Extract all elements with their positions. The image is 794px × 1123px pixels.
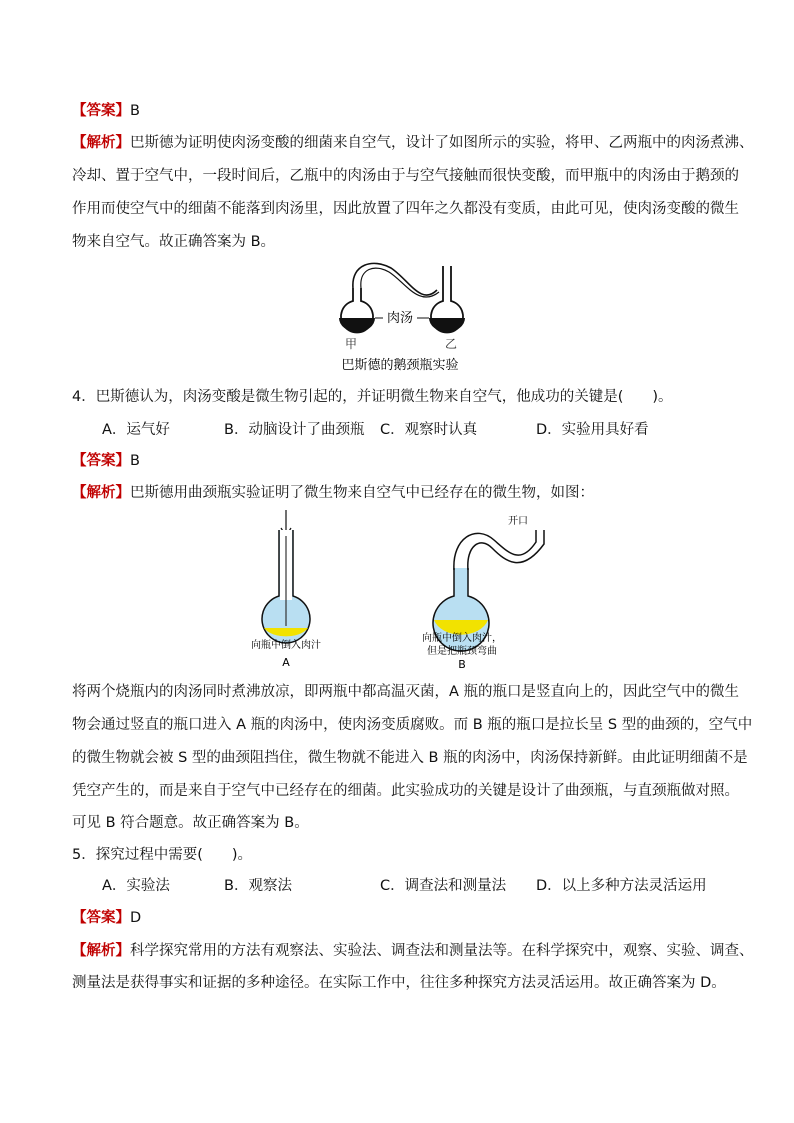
flask-jia-label: 甲 [345, 337, 358, 351]
flask-a-label: A [282, 656, 290, 669]
swan-neck-tube [353, 263, 437, 295]
option-d[interactable]: D．实验用具好看 [536, 422, 649, 438]
option-c[interactable]: C．观察时认真 [380, 422, 478, 438]
option-b[interactable]: B．观察法 [224, 878, 292, 894]
option-d[interactable]: D．以上多种方法灵活运用 [536, 878, 707, 894]
analysis-text: 冷却、置于空气中，一段时间后，乙瓶中的肉汤由于与空气接触而很快变酸，而甲瓶中的肉汤由于鹅颈的 [72, 168, 739, 184]
analysis-tag: 【解析】 [72, 943, 130, 959]
answer-tag: 【答案】 [72, 103, 130, 119]
analysis-text: 物来自空气。故正确答案为 B。 [72, 234, 276, 250]
analysis-text: 物会通过竖直的瓶口进入 A 瓶的肉汤中，使肉汤变质腐败。而 B 瓶的瓶口是拉长呈 S 型的曲颈的，空气中 [72, 717, 753, 733]
answer-value: B [130, 103, 140, 119]
analysis-text: 凭空产生的，而是来自于空气中已经存在的细菌。此实验成功的关键是设计了曲颈瓶，与直颈瓶做对照。 [72, 783, 739, 799]
option-a[interactable]: A．实验法 [102, 878, 170, 894]
question-4: 4．巴斯德认为，肉汤变酸是微生物引起的，并证明微生物来自空气，他成功的关键是( )。 [72, 389, 673, 405]
analysis-line [72, 133, 754, 153]
analysis-tag: 【解析】 [72, 485, 130, 501]
swan-neck-tube-inner [361, 268, 439, 297]
option-b[interactable]: B．动脑设计了曲颈瓶 [224, 422, 365, 438]
analysis-text: 科学探究常用的方法有观察法、实验法、调查法和测量法等。在科学探究中，观察、实验、调查、 [130, 943, 754, 959]
analysis-text: 将两个烧瓶内的肉汤同时煮沸放凉，即两瓶中都高温灭菌，A 瓶的瓶口是竖直向上的，因此空气中的微生 [72, 684, 740, 700]
analysis-tag: 【解析】 [72, 135, 130, 151]
analysis-line [72, 941, 754, 961]
flask-a-caption: 向瓶中倒入肉汁 [251, 640, 321, 651]
flask-b-caption-2: 但是把瓶颈弯曲 [427, 646, 497, 657]
answer-tag: 【答案】 [72, 910, 130, 926]
broth-yi [429, 318, 465, 332]
analysis-line [72, 483, 594, 503]
analysis-text: 巴斯德为证明使肉汤变酸的细菌来自空气，设计了如图所示的实验，将甲、乙两瓶中的肉汤煮沸、 [130, 135, 754, 151]
option-a[interactable]: A．运气好 [102, 422, 170, 438]
answer-value: B [130, 453, 140, 469]
answer-line [72, 908, 141, 928]
broth-label: 肉汤 [386, 311, 414, 326]
analysis-text: 可见 B 符合题意。故正确答案为 B。 [72, 815, 309, 831]
answer-line [72, 451, 140, 471]
answer-value: D [130, 910, 142, 926]
flask-b-caption-1: 向瓶中倒入肉汁， [422, 633, 502, 644]
analysis-text: 作用而使空气中的细菌不能落到肉汤里，因此放置了四年之久都没有变质，由此可见，使肉汤变酸的微生 [72, 201, 739, 217]
broth-jia [339, 318, 375, 332]
curved-neck-flask-figure [240, 508, 570, 670]
swan-neck-flask-figure [325, 256, 475, 376]
flask-b-label: B [458, 658, 466, 670]
analysis-text: 巴斯德用曲颈瓶实验证明了微生物来自空气中已经存在的微生物，如图： [130, 485, 594, 501]
figure-caption: 巴斯德的鹅颈瓶实验 [341, 358, 459, 373]
option-c[interactable]: C．调查法和测量法 [380, 878, 507, 894]
open-end-label: 开口 [508, 516, 528, 527]
answer-tag: 【答案】 [72, 453, 130, 469]
question-5: 5．探究过程中需要( )。 [72, 847, 253, 863]
analysis-text: 测量法是获得事实和证据的多种途径。在实际工作中，往往多种探究方法灵活运用。故正确答案为 D。 [72, 975, 726, 991]
answer-line [72, 101, 140, 121]
flask-yi-label: 乙 [445, 337, 458, 351]
analysis-text: 的微生物就会被 S 型的曲颈阻挡住，微生物就不能进入 B 瓶的肉汤中，肉汤保持新鲜。由此证明细菌不是 [72, 750, 748, 766]
